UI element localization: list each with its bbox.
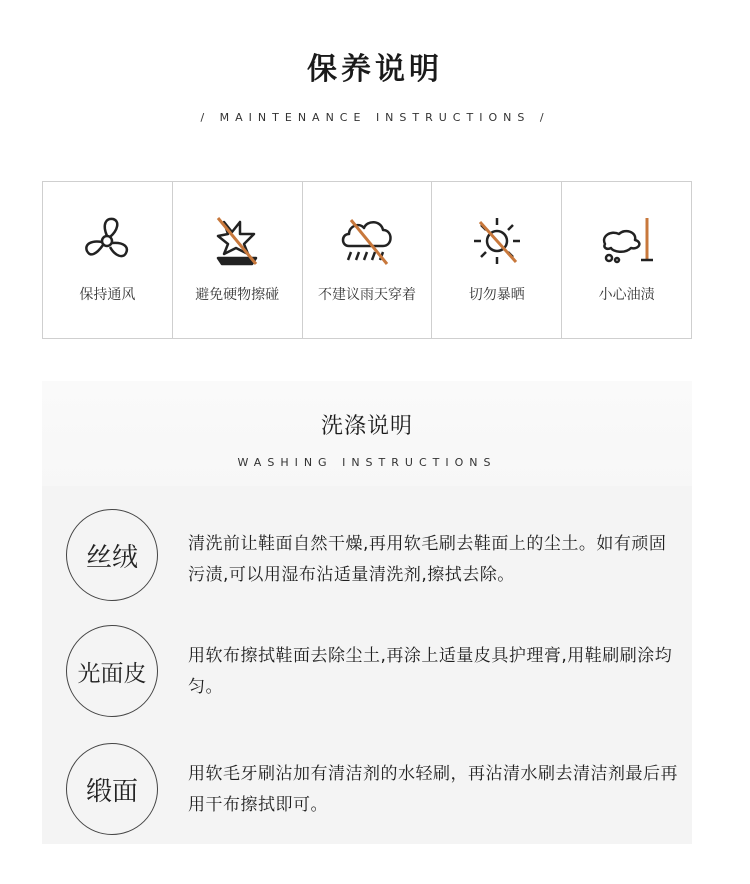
material-badge: 丝绒 xyxy=(66,509,158,601)
washing-panel xyxy=(42,381,692,844)
washing-item-smooth-leather xyxy=(42,625,692,725)
washing-header xyxy=(42,381,692,486)
maintenance-label: 小心油渍 xyxy=(598,287,655,303)
washing-text: 用软毛牙刷沾加有清洁剂的水轻刷，再沾清水刷去清洁剂最后再用干布擦拭即可。 xyxy=(188,764,678,815)
maintenance-item-oil-stain xyxy=(562,182,691,338)
material-badge: 缎面 xyxy=(66,743,158,835)
maintenance-subtitle: / MAINTENANCE INSTRUCTIONS / xyxy=(200,111,550,124)
maintenance-label: 保持通风 xyxy=(79,287,136,303)
maintenance-item-no-rain xyxy=(303,182,433,338)
maintenance-label: 不建议雨天穿着 xyxy=(317,287,416,303)
material-badge: 光面皮 xyxy=(66,625,158,717)
washing-item-velvet xyxy=(42,509,692,609)
washing-item-satin xyxy=(42,743,692,843)
oil-stain-icon xyxy=(597,214,657,268)
washing-subtitle: WASHING INSTRUCTIONS xyxy=(237,456,497,469)
maintenance-item-no-sun xyxy=(432,182,562,338)
washing-text: 清洗前让鞋面自然干燥,再用软毛刷去鞋面上的尘土。如有顽固污渍,可以用湿布沾适量清洗剂,擦拭去除。 xyxy=(188,534,667,585)
maintenance-icon-grid xyxy=(42,181,692,339)
maintenance-item-ventilation xyxy=(43,182,173,338)
ventilation-fan-icon xyxy=(80,214,134,268)
no-rain-icon xyxy=(337,214,397,268)
washing-text: 用软布擦拭鞋面去除尘土,再涂上适量皮具护理膏,用鞋刷刷涂均匀。 xyxy=(188,646,673,697)
maintenance-label: 避免硬物擦碰 xyxy=(195,287,280,303)
maintenance-label: 切勿暴晒 xyxy=(468,287,525,303)
maintenance-title: 保养说明 xyxy=(307,52,443,87)
no-hard-object-icon xyxy=(210,214,264,268)
maintenance-item-no-hard-object xyxy=(173,182,303,338)
no-sun-icon xyxy=(470,214,524,268)
washing-title: 洗涤说明 xyxy=(320,414,413,439)
